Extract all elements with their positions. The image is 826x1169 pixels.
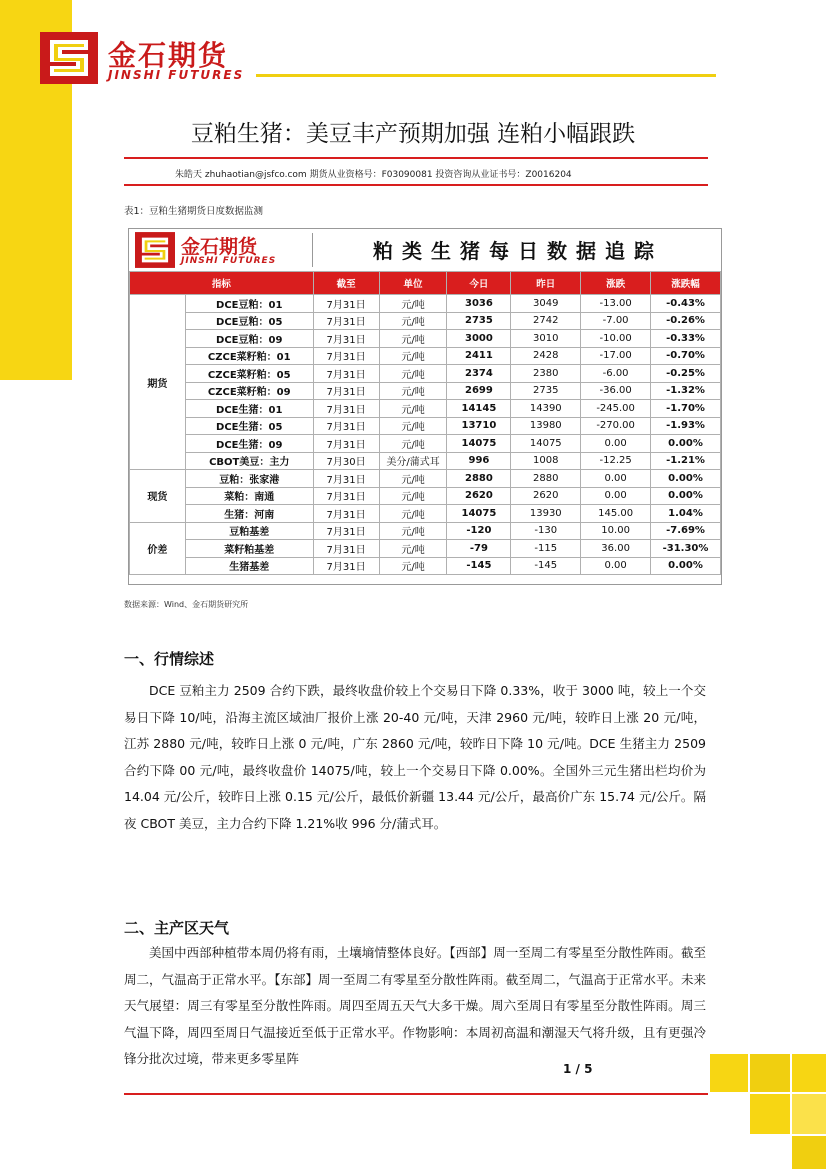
unit-cell: 元/吨 (379, 540, 447, 558)
yesterday-cell: 1008 (511, 452, 581, 470)
yesterday-cell: 13980 (511, 417, 581, 435)
unit-cell: 元/吨 (379, 487, 447, 505)
indicator-cell: CZCE菜籽粕：01 (185, 347, 313, 365)
table-row (130, 470, 721, 488)
unit-cell: 元/吨 (379, 400, 447, 418)
table-row (130, 505, 721, 523)
today-cell: 2411 (447, 347, 511, 365)
yesterday-cell: 14390 (511, 400, 581, 418)
date-cell: 7月31日 (313, 382, 379, 400)
indicator-cell: 豆粕基差 (185, 522, 313, 540)
section-heading: 一、行情综述 (124, 650, 215, 668)
date-cell: 7月31日 (313, 505, 379, 523)
today-cell: 996 (447, 452, 511, 470)
indicator-cell: 豆粕：张家港 (185, 470, 313, 488)
indicator-cell: DCE豆粕：09 (185, 330, 313, 348)
indicator-cell: CZCE菜籽粕：09 (185, 382, 313, 400)
yesterday-cell: 2742 (511, 312, 581, 330)
brand-name-en: JINSHI FUTURES (108, 68, 245, 82)
table-caption: 表1：豆粕生猪期货日度数据监测 (124, 206, 264, 217)
pct-cell: -31.30% (651, 540, 721, 558)
report-title: 豆粕生猪：美豆丰产预期加强 连粕小幅跟跌 (190, 121, 636, 147)
col-header: 涨跌 (581, 272, 651, 295)
today-cell: 14075 (447, 435, 511, 453)
today-cell: 13710 (447, 417, 511, 435)
today-cell: 3000 (447, 330, 511, 348)
data-table (128, 228, 722, 585)
pct-cell: -7.69% (651, 522, 721, 540)
col-header: 涨跌幅 (651, 272, 721, 295)
change-cell: -10.00 (581, 330, 651, 348)
table-row (130, 347, 721, 365)
change-cell: -6.00 (581, 365, 651, 383)
today-cell: 2374 (447, 365, 511, 383)
table-row (130, 487, 721, 505)
author-line: 朱皓天 zhuhaotian@jsfco.com 期货从业资格号：F03090081 投资咨询从业证书号：Z0016204 (175, 170, 572, 180)
table-row (130, 382, 721, 400)
pct-cell: -0.70% (651, 347, 721, 365)
table-brand-en: JINSHI FUTURES (181, 256, 277, 266)
col-header: 截至 (313, 272, 379, 295)
change-cell: 0.00 (581, 487, 651, 505)
today-cell: 2735 (447, 312, 511, 330)
change-cell: 0.00 (581, 470, 651, 488)
yesterday-cell: 2735 (511, 382, 581, 400)
indicator-cell: 生猪：河南 (185, 505, 313, 523)
date-cell: 7月31日 (313, 540, 379, 558)
table-row (130, 435, 721, 453)
today-cell: -145 (447, 557, 511, 575)
pct-cell: 0.00% (651, 435, 721, 453)
jinshi-logo-icon (40, 32, 98, 84)
indicator-cell: 生猪基差 (185, 557, 313, 575)
pct-cell: -0.26% (651, 312, 721, 330)
change-cell: -245.00 (581, 400, 651, 418)
jinshi-logo-icon (135, 232, 175, 268)
today-cell: 2620 (447, 487, 511, 505)
today-cell: 2880 (447, 470, 511, 488)
change-cell: 0.00 (581, 435, 651, 453)
unit-cell: 元/吨 (379, 470, 447, 488)
pct-cell: -1.32% (651, 382, 721, 400)
pct-cell: -1.70% (651, 400, 721, 418)
table-row (130, 540, 721, 558)
unit-cell: 元/吨 (379, 417, 447, 435)
date-cell: 7月31日 (313, 295, 379, 313)
date-cell: 7月31日 (313, 417, 379, 435)
change-cell: -12.25 (581, 452, 651, 470)
indicator-cell: 菜粕：南通 (185, 487, 313, 505)
today-cell: -79 (447, 540, 511, 558)
table-brand-cn: 金石期货 (181, 236, 258, 258)
unit-cell: 元/吨 (379, 365, 447, 383)
header-separator (312, 233, 313, 267)
date-cell: 7月31日 (313, 312, 379, 330)
yesterday-cell: 2620 (511, 487, 581, 505)
yesterday-cell: 13930 (511, 505, 581, 523)
brand-name-cn: 金石期货 (108, 39, 229, 72)
brand-logo (40, 32, 255, 84)
pct-cell: -1.21% (651, 452, 721, 470)
change-cell: 0.00 (581, 557, 651, 575)
pct-cell: 0.00% (651, 470, 721, 488)
data-source-note: 数据来源：Wind、金石期货研究所 (124, 600, 249, 609)
table-row (130, 330, 721, 348)
yesterday-cell: -145 (511, 557, 581, 575)
decorative-yellow-block (750, 1054, 790, 1092)
table-row (130, 365, 721, 383)
footer-divider (124, 1093, 708, 1095)
date-cell: 7月31日 (313, 487, 379, 505)
table-row (130, 295, 721, 313)
today-cell: 2699 (447, 382, 511, 400)
indicator-cell: DCE生猪：09 (185, 435, 313, 453)
unit-cell: 元/吨 (379, 312, 447, 330)
change-cell: 10.00 (581, 522, 651, 540)
table-row (130, 312, 721, 330)
unit-cell: 元/吨 (379, 295, 447, 313)
indicator-cell: DCE生猪：05 (185, 417, 313, 435)
date-cell: 7月31日 (313, 330, 379, 348)
title-divider (124, 157, 708, 159)
category-cell: 期货 (130, 295, 186, 470)
page-number: 1 / 5 (563, 1062, 593, 1076)
pct-cell: -0.43% (651, 295, 721, 313)
today-cell: 3036 (447, 295, 511, 313)
header-yellow-line (256, 74, 716, 77)
indicator-cell: DCE生猪：01 (185, 400, 313, 418)
pct-cell: 0.00% (651, 557, 721, 575)
table-heading: 粕类生猪每日数据追踪 (373, 239, 663, 263)
category-cell: 现货 (130, 470, 186, 523)
change-cell: -7.00 (581, 312, 651, 330)
yesterday-cell: 2880 (511, 470, 581, 488)
table-row (130, 417, 721, 435)
change-cell: -13.00 (581, 295, 651, 313)
indicator-cell: CBOT美豆：主力 (185, 452, 313, 470)
change-cell: -17.00 (581, 347, 651, 365)
decorative-yellow-block (792, 1054, 826, 1092)
unit-cell: 元/吨 (379, 522, 447, 540)
pct-cell: 0.00% (651, 487, 721, 505)
table-header-banner (129, 229, 721, 271)
table-row (130, 557, 721, 575)
decorative-yellow-block (710, 1054, 748, 1092)
yesterday-cell: 2380 (511, 365, 581, 383)
col-header: 单位 (379, 272, 447, 295)
section-body: DCE 豆粕主力 2509 合约下跌，最终收盘价较上个交易日下降 0.33%，收于 3000 吨，较上一个交易日下降 10/吨，沿海主流区域油厂报价上涨 20-40 元/吨，天津 2960 元/吨，较昨日上涨 20 元/吨，江苏 2880 元/吨，较昨日上涨 0 元/吨，广东 2860 元/吨，较昨日下降 10 元/吨。DCE 生猪主力 2509 合约下降 00 元/吨，最终收盘价 14075/吨，较上一个交易日下降 0.00%。全国外三元生猪出栏均价为 14.04 元/公斤，较昨日上涨 0.15 元/公斤，最低价新疆 13.44 元/公斤，最高价广东 15.74 元/公斤。隔夜 CBOT 美豆，主力合约下降 1.21%收 996 分/蒲式耳。 (124, 683, 706, 831)
date-cell: 7月31日 (313, 347, 379, 365)
indicator-cell: DCE豆粕：01 (185, 295, 313, 313)
unit-cell: 元/吨 (379, 382, 447, 400)
indicator-cell: DCE豆粕：05 (185, 312, 313, 330)
today-cell: -120 (447, 522, 511, 540)
date-cell: 7月31日 (313, 400, 379, 418)
date-cell: 7月31日 (313, 522, 379, 540)
unit-cell: 元/吨 (379, 347, 447, 365)
unit-cell: 元/吨 (379, 505, 447, 523)
section-heading: 二、主产区天气 (124, 919, 230, 937)
unit-cell: 美分/蒲式耳 (379, 452, 447, 470)
date-cell: 7月31日 (313, 435, 379, 453)
yesterday-cell: 2428 (511, 347, 581, 365)
decorative-yellow-block (792, 1094, 826, 1134)
yesterday-cell: 3010 (511, 330, 581, 348)
data-grid (129, 271, 721, 575)
yesterday-cell: 3049 (511, 295, 581, 313)
date-cell: 7月30日 (313, 452, 379, 470)
today-cell: 14075 (447, 505, 511, 523)
decorative-yellow-block (792, 1136, 826, 1169)
change-cell: -36.00 (581, 382, 651, 400)
col-header: 指标 (130, 272, 314, 295)
indicator-cell: CZCE菜籽粕：05 (185, 365, 313, 383)
today-cell: 14145 (447, 400, 511, 418)
col-header: 昨日 (511, 272, 581, 295)
table-header-row (130, 272, 721, 295)
pct-cell: -0.25% (651, 365, 721, 383)
unit-cell: 元/吨 (379, 435, 447, 453)
date-cell: 7月31日 (313, 470, 379, 488)
pct-cell: 1.04% (651, 505, 721, 523)
unit-cell: 元/吨 (379, 557, 447, 575)
author-divider (124, 184, 708, 186)
unit-cell: 元/吨 (379, 330, 447, 348)
table-row (130, 522, 721, 540)
pct-cell: -0.33% (651, 330, 721, 348)
category-cell: 价差 (130, 522, 186, 575)
date-cell: 7月31日 (313, 557, 379, 575)
table-row (130, 452, 721, 470)
change-cell: 36.00 (581, 540, 651, 558)
yesterday-cell: -115 (511, 540, 581, 558)
yesterday-cell: -130 (511, 522, 581, 540)
section-body: 美国中西部种植带本周仍将有雨，土壤墒情整体良好。【西部】周一至周二有零星至分散性阵雨。截至周二，气温高于正常水平。【东部】周一至周二有零星至分散性阵雨。截至周二，气温高于正常水平。未来天气展望：周三有零星至分散性阵雨。周四至周五天气大多干燥。周六至周日有零星至分散性阵雨。周三气温下降，周四至周日气温接近至低于正常水平。作物影响：本周初高温和潮湿天气将升级，且有更强冷锋分批次过境，带来更多零星阵 (124, 945, 706, 1066)
pct-cell: -1.93% (651, 417, 721, 435)
change-cell: -270.00 (581, 417, 651, 435)
decorative-yellow-block (750, 1094, 790, 1134)
indicator-cell: 菜籽粕基差 (185, 540, 313, 558)
table-row (130, 400, 721, 418)
col-header: 今日 (447, 272, 511, 295)
change-cell: 145.00 (581, 505, 651, 523)
yesterday-cell: 14075 (511, 435, 581, 453)
date-cell: 7月31日 (313, 365, 379, 383)
